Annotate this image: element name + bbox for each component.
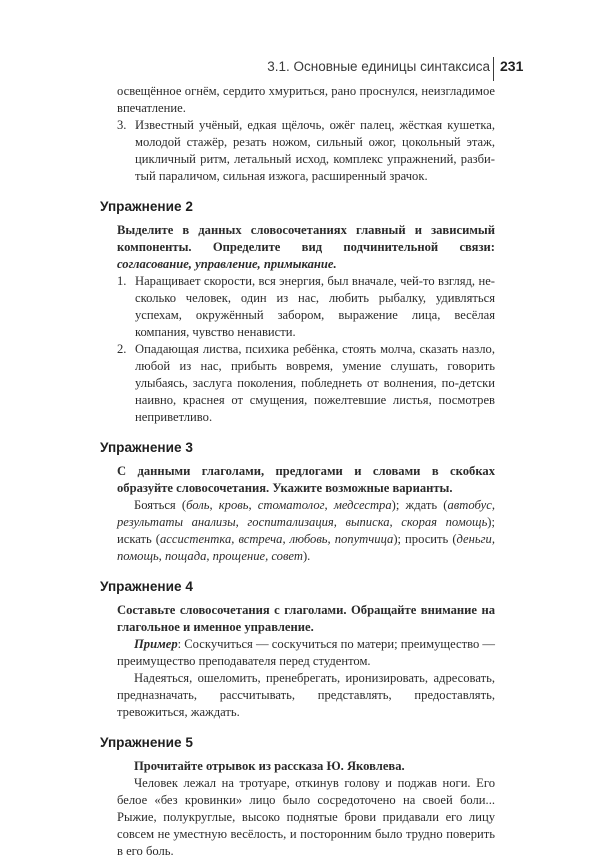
list-item-text: Наращивает скорости, вся энергия, был вначале, чей-то взгляд, несколько человек, один из нас, любить рыбалку, удивляться успехам, окружённый забором, выражение лица, весёлая компания, чувство ненависти. [135,274,495,339]
list-item [117,117,495,185]
exercise-body: Надеяться, ошеломить, пренебрегать, иронизировать, адресовать, предназначать, рассчитывать, представлять, предоставлять, тревожиться, жаждать. [117,671,495,719]
words-italic: деньги, помощь, пощада, прощение, совет [117,532,495,563]
list-item-text: Известный учёный, едкая щёлочь, ожёг палец, жёсткая кушетка, молодой стажёр, резать ножом, сильный ожог, цокольный этаж, цикличный ритм, летальный исход, комплекс упражнений, разбитый параличом, сильная изжога, расширенный зрачок. [135,118,495,183]
verb-text: ); искать ( [117,515,495,546]
task-text: Выделите в данных словосочетаниях главный и зависимый компоненты. Определите вид подчинительной связи: [117,223,495,254]
list-item-number: 3. [117,118,127,132]
exercise-task: Прочитайте отрывок из рассказа Ю. Яковлева. [134,759,405,773]
exercise-task: С данными глаголами, предлогами и словами в скобках образуйте словосочетания. Укажите возможные варианты. [117,464,495,495]
exercise-task [117,222,495,273]
page-content [100,83,495,860]
list-item [117,341,495,426]
verb-text: ); ждать ( [391,498,448,512]
excerpt-text: Человек лежал на тротуаре, откинув голову и поджав ноги. Его белое «без кровинки» лицо было сосредоточено на своей боли... Рыжие, полукруглые, высоко поднятые брови придавали его лицу совсем не уместную весёлость, и посторонним было трудно поверить в его боль. [117,776,495,858]
verb-text: ). [302,549,311,563]
exercise-heading: Упражнение 5 [100,735,193,750]
words-italic: автобус, результаты анализы, госпитализация, выписка, скорая помощь [117,498,495,529]
exercise-heading: Упражнение 2 [100,199,193,214]
exercise1-list-tail [117,117,495,185]
example-text: : Соскучиться — соскучиться по матери; преимущество — преимущество преподавателя перед студентом. [117,637,495,668]
task-options: согласование, управление, примыкание. [117,257,337,271]
example-label: Пример [134,637,178,651]
words-italic: ассистентка, встреча, любовь, попутчица [160,532,394,546]
list-item-number: 2. [117,342,127,356]
list-item-text: Опадающая листва, психика ребёнка, стоять молча, сказать назло, любой из нас, прибыть вовремя, умение слушать, говорить улыбаясь, заслуга поколения, побледнеть от волнения, по-детски наивно, краснея от смущения, пожелтевшие листья, посмотрев неприветливо. [135,342,495,424]
page-number: 231 [500,58,524,74]
verb-text: ); просить ( [393,532,457,546]
exercise-task: Составьте словосочетания с глаголами. Обращайте внимание на глагольное и именное управление. [117,603,495,634]
verb-text: Бояться ( [134,498,187,512]
exercise-heading: Упражнение 4 [100,579,193,594]
words-italic: боль, кровь, стоматолог, медсестра [186,498,392,512]
continuation-paragraph: освещённое огнём, сердито хмуриться, рано проснулся, неизгладимое впечатление. [117,84,495,115]
exercise2-list [117,273,495,426]
example-paragraph [117,636,495,670]
exercise-body [117,497,495,565]
section-title: 3.1. Основные единицы синтаксиса [267,59,490,74]
list-item [117,273,495,341]
header-divider [493,57,494,81]
list-item-number: 1. [117,274,127,288]
exercise-heading: Упражнение 3 [100,440,193,455]
running-header [267,57,565,81]
